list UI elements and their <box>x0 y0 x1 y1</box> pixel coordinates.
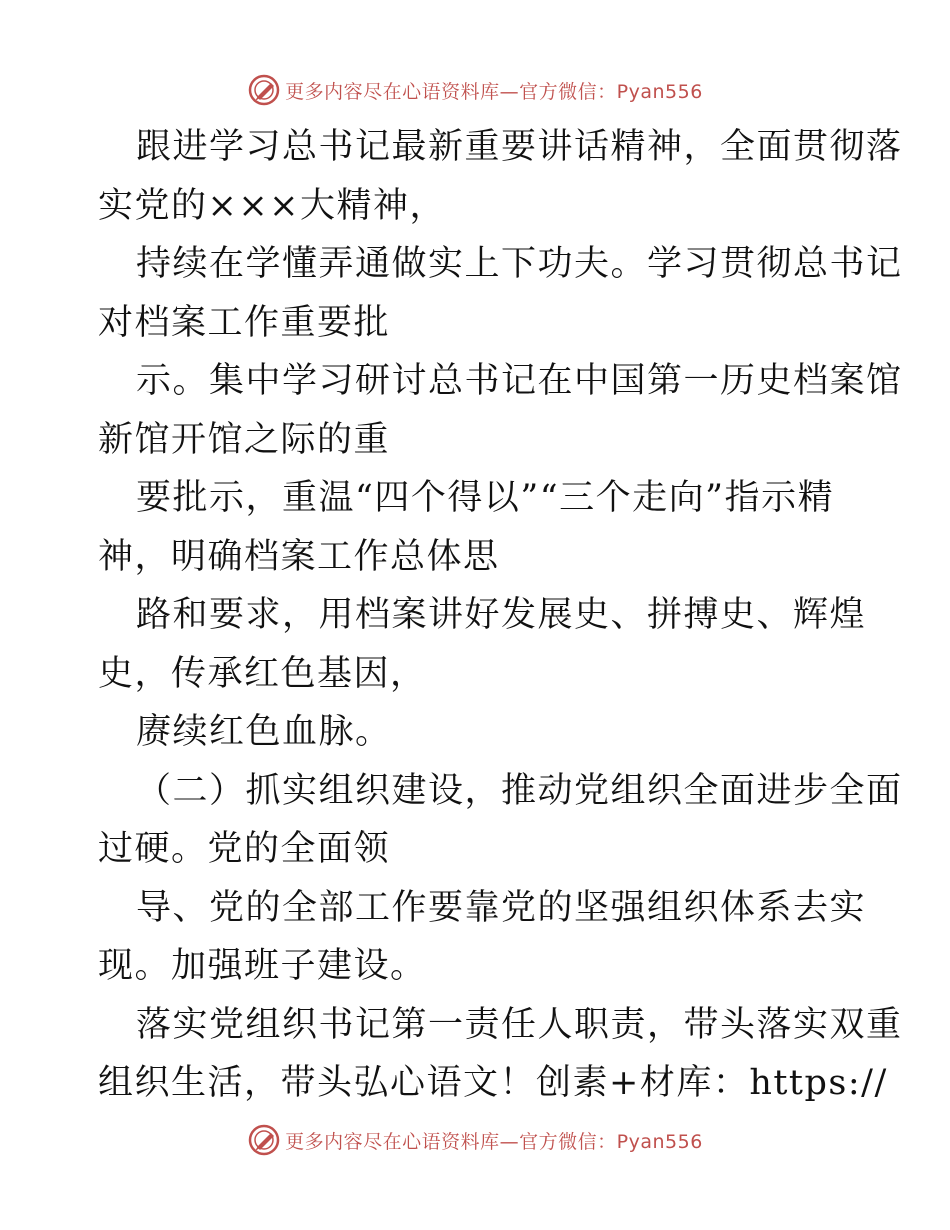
seal-logo-icon <box>247 73 281 107</box>
body-line: 对档案工作重要批 <box>98 302 391 343</box>
body-line: 持续在学懂弄通做实上下功夫。学习贯彻总书记 <box>136 244 903 284</box>
body-line: 新馆开馆之际的重 <box>98 419 391 460</box>
body-line: 落实党组织书记第一责任人职责，带头落实双重 <box>136 1004 903 1045</box>
watermark-text: 更多内容尽在心语资料库—官方微信：Pyan556 <box>285 1130 703 1153</box>
header-watermark <box>0 70 950 110</box>
body-line: 路和要求，用档案讲好发展史、拼搏史、辉煌 <box>136 595 867 635</box>
body-line: 导、党的全部工作要靠党的坚强组织体系去实 <box>136 887 867 928</box>
body-line: 赓续红色血脉。 <box>136 712 392 752</box>
body-line: 要批示，重温“四个得以”“三个走向”指示精 <box>136 478 835 518</box>
footer-watermark <box>0 1120 950 1160</box>
body-line: 神，明确档案工作总体思 <box>98 536 500 577</box>
document-body <box>98 118 903 1113</box>
body-line: 过硬。党的全面领 <box>98 829 391 869</box>
body-line: 现。加强班子建设。 <box>98 946 427 986</box>
body-line: 示。集中学习研讨总书记在中国第一历史档案馆 <box>136 361 903 401</box>
seal-logo-icon <box>247 1123 281 1157</box>
body-line: 跟进学习总书记最新重要讲话精神，全面贯彻落 <box>136 127 903 167</box>
body-line: 史，传承红色基因， <box>98 653 427 694</box>
body-line: 实党的×××大精神， <box>98 185 446 226</box>
body-line: 组织生活，带头弘心语文！创素+材库：https:// <box>98 1063 888 1103</box>
section-heading-line: （二）抓实组织建设，推动党组织全面进步全面 <box>136 770 903 811</box>
watermark-text: 更多内容尽在心语资料库—官方微信：Pyan556 <box>285 80 703 103</box>
